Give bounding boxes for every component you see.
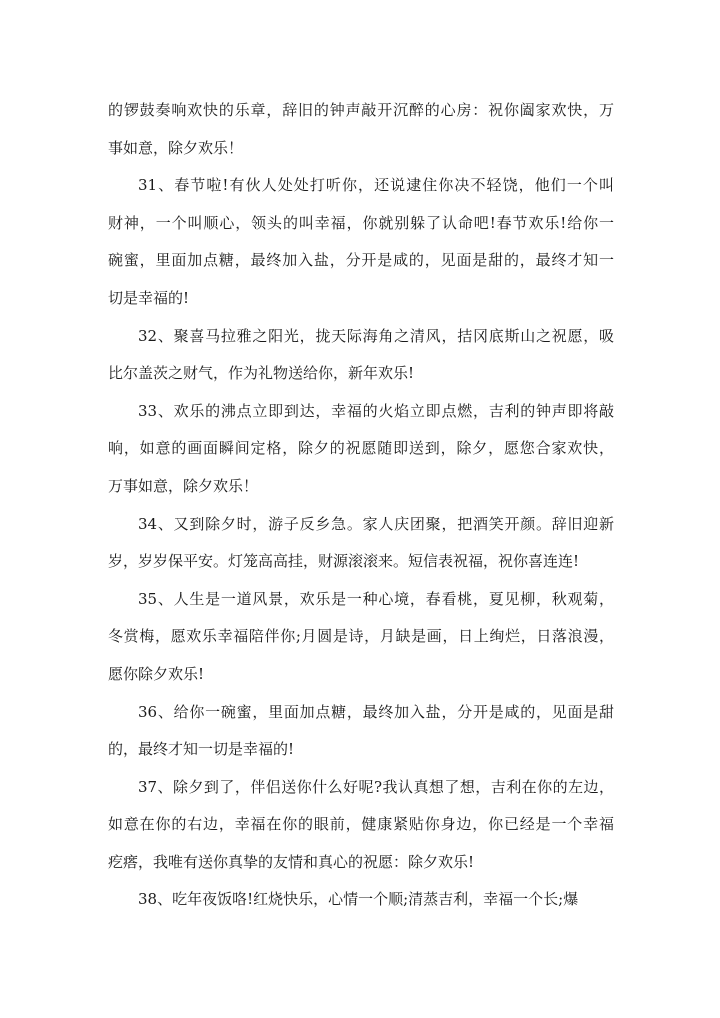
text-line: 疙瘩，我唯有送你真挚的友情和真心的祝愿：除夕欢乐! (108, 852, 475, 871)
paragraph-p30-cont (108, 92, 614, 167)
text-line: 比尔盖茨之财气，作为礼物送给你，新年欢乐! (108, 364, 415, 383)
text-line: 岁，岁岁保平安。灯笼高高挂，财源滚滚来。短信表祝福，祝你喜连连! (108, 552, 580, 571)
paragraph-p37 (108, 769, 614, 882)
text-line: 响，如意的画面瞬间定格，除夕的祝愿随即送到，除夕，愿您合家欢快， (108, 439, 614, 458)
text-line: 34、又到除夕时，游子反乡急。家人庆团聚，把酒笑开颜。辞旧迎新 (138, 514, 614, 533)
text-line: 的锣鼓奏响欢快的乐章，辞旧的钟声敲开沉醉的心房：祝你阖家欢快，万 (108, 101, 614, 119)
text-line: 切是幸福的! (108, 288, 190, 307)
text-line: 38、吃年夜饭咯!红烧快乐，心情一个顺;清蒸吉利，幸福一个长;爆 (138, 890, 579, 909)
text-line: 财神，一个叫顺心，领头的叫幸福，你就别躲了认命吧!春节欢乐!给你一 (108, 213, 614, 232)
paragraph-p33 (108, 393, 614, 506)
text-line: 的，最终才知一切是幸福的! (108, 740, 295, 759)
paragraph-p31 (108, 167, 614, 317)
text-line: 碗蜜，里面加点糖，最终加入盐，分开是咸的，见面是甜的，最终才知一 (108, 251, 614, 270)
text-line: 37、除夕到了，伴侣送你什么好呢?我认真想了想，吉利在你的左边， (138, 777, 614, 796)
text-line: 愿你除夕欢乐! (108, 664, 205, 683)
text-line: 31、春节啦!有伙人处处打听你，还说逮住你决不轻饶，他们一个叫 (138, 176, 614, 195)
text-line: 33、欢乐的沸点立即到达，幸福的火焰立即点燃，吉利的钟声即将敲 (138, 401, 614, 420)
paragraph-p36 (108, 694, 614, 769)
text-line: 冬赏梅，愿欢乐幸福陪伴你;月圆是诗，月缺是画，日上绚烂，日落浪漫， (108, 627, 614, 646)
text-line: 万事如意，除夕欢乐！ (108, 476, 259, 495)
text-line: 35、人生是一道风景，欢乐是一种心境，春看桃，夏见柳，秋观菊， (138, 589, 614, 608)
text-line: 32、聚喜马拉雅之阳光，拢天际海角之清风，拮冈底斯山之祝愿，吸 (138, 326, 614, 345)
paragraph-p38 (108, 881, 614, 919)
paragraph-p32 (108, 318, 614, 393)
document-body (108, 92, 614, 919)
paragraph-p35 (108, 581, 614, 694)
text-line: 36、给你一碗蜜，里面加点糖，最终加入盐，分开是咸的，见面是甜 (138, 702, 614, 721)
text-line: 事如意，除夕欢乐！ (108, 138, 244, 157)
text-line: 如意在你的右边，幸福在你的眼前，健康紧贴你身边，你已经是一个幸福 (108, 815, 614, 834)
paragraph-p34 (108, 506, 614, 581)
